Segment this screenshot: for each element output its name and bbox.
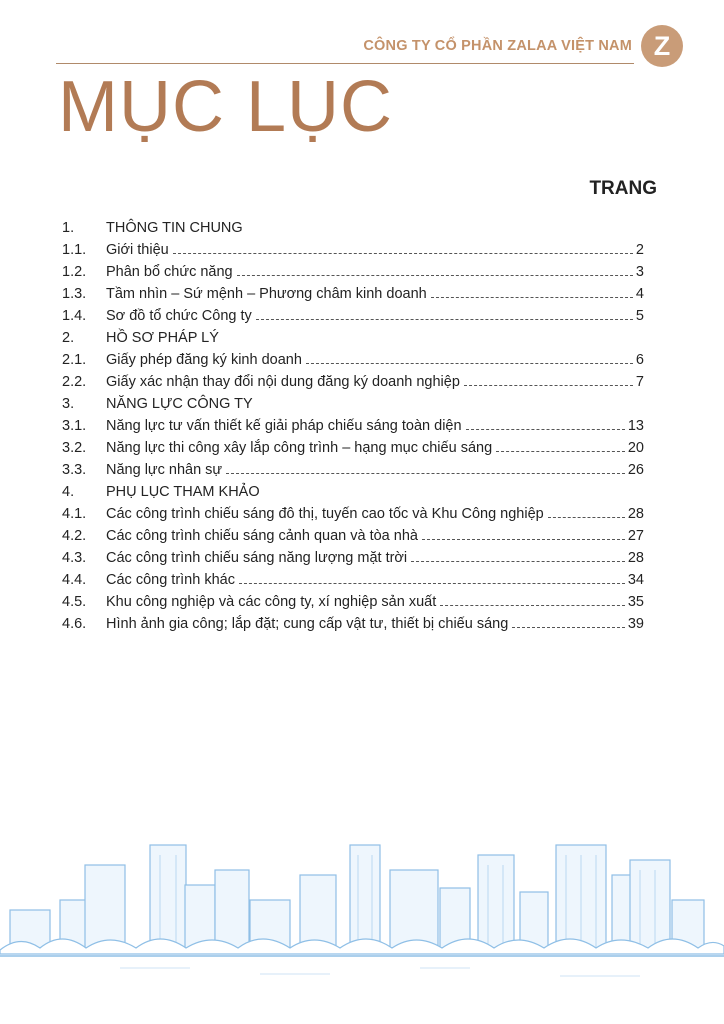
toc-number: 2.2.	[62, 374, 87, 390]
toc-leader-dots	[440, 605, 625, 606]
toc-entry	[106, 591, 644, 613]
toc-row	[62, 503, 644, 525]
toc-entry	[106, 261, 644, 283]
toc-item-label: Khu công nghiệp và các công ty, xí nghiệp sản xuất	[106, 594, 437, 610]
toc-page-number: 34	[627, 572, 644, 588]
city-skyline-illustration	[0, 770, 724, 1024]
toc-row	[62, 613, 644, 635]
toc-number: 4.6.	[62, 616, 87, 632]
page-title: MỤC LỤC	[58, 67, 394, 147]
toc-item-label: Sơ đồ tổ chức Công ty	[106, 308, 252, 324]
toc-number: 1.3.	[62, 286, 87, 302]
toc-entry	[106, 547, 644, 569]
toc-leader-dots	[464, 385, 633, 386]
toc-row	[62, 525, 644, 547]
toc-row	[62, 371, 644, 393]
toc-entry	[106, 481, 644, 503]
toc-number: 2.	[62, 330, 75, 346]
toc-row	[62, 591, 644, 613]
toc-number: 4.	[62, 484, 75, 500]
toc-page-number: 2	[635, 242, 644, 258]
toc-entry	[106, 569, 644, 591]
toc-page-number: 35	[627, 594, 644, 610]
toc-item-label: Các công trình chiếu sáng cảnh quan và tòa nhà	[106, 528, 418, 544]
toc-leader-dots	[548, 517, 625, 518]
toc-item-label: Các công trình khác	[106, 572, 235, 588]
toc-entry	[106, 437, 644, 459]
toc-entry	[106, 503, 644, 525]
toc-entry	[106, 349, 644, 371]
toc-item-label: Các công trình chiếu sáng đô thị, tuyến cao tốc và Khu Công nghiệp	[106, 506, 544, 522]
toc-item-label: Các công trình chiếu sáng năng lượng mặt trời	[106, 550, 408, 566]
toc-section-label: HỒ SƠ PHÁP LÝ	[106, 330, 219, 346]
toc-page-number: 7	[635, 374, 644, 390]
toc-leader-dots	[306, 363, 633, 364]
toc-entry	[106, 327, 644, 349]
toc-number: 3.	[62, 396, 75, 412]
toc-number: 4.4.	[62, 572, 87, 588]
toc-entry	[106, 239, 644, 261]
toc-number: 1.1.	[62, 242, 87, 258]
toc-leader-dots	[239, 583, 625, 584]
toc-item-label: Giấy xác nhận thay đổi nội dung đăng ký doanh nghiệp	[106, 374, 460, 390]
table-of-contents	[62, 217, 644, 635]
toc-number: 1.	[62, 220, 75, 236]
toc-row	[62, 481, 644, 503]
page-column-label: TRANG	[589, 178, 657, 199]
header-divider	[56, 63, 634, 64]
toc-page-number: 27	[627, 528, 644, 544]
zalaa-logo-icon: Z	[641, 25, 683, 67]
toc-row	[62, 437, 644, 459]
toc-leader-dots	[411, 561, 625, 562]
toc-leader-dots	[466, 429, 625, 430]
toc-item-label: Năng lực thi công xây lắp công trình – hạng mục chiếu sáng	[106, 440, 493, 456]
toc-row	[62, 569, 644, 591]
company-name: CÔNG TY CỔ PHẦN ZALAA VIỆT NAM	[363, 38, 632, 54]
toc-section-label: THÔNG TIN CHUNG	[106, 220, 243, 236]
toc-row	[62, 239, 644, 261]
toc-row	[62, 283, 644, 305]
toc-page-number: 39	[627, 616, 644, 632]
toc-row	[62, 547, 644, 569]
toc-row	[62, 459, 644, 481]
toc-number: 2.1.	[62, 352, 87, 368]
toc-number: 3.1.	[62, 418, 87, 434]
toc-entry	[106, 371, 644, 393]
toc-page-number: 26	[627, 462, 644, 478]
toc-item-label: Năng lực nhân sự	[106, 462, 223, 478]
toc-entry	[106, 305, 644, 327]
toc-item-label: Tầm nhìn – Sứ mệnh – Phương châm kinh doanh	[106, 286, 427, 302]
toc-page-number: 4	[635, 286, 644, 302]
toc-page-number: 3	[635, 264, 644, 280]
toc-number: 4.2.	[62, 528, 87, 544]
toc-page-number: 28	[627, 506, 644, 522]
toc-page-number: 6	[635, 352, 644, 368]
toc-page-number: 28	[627, 550, 644, 566]
toc-entry	[106, 393, 644, 415]
toc-leader-dots	[173, 253, 633, 254]
toc-row	[62, 349, 644, 371]
toc-row	[62, 217, 644, 239]
toc-entry	[106, 459, 644, 481]
toc-number: 3.3.	[62, 462, 87, 478]
toc-entry	[106, 217, 644, 239]
toc-number: 4.5.	[62, 594, 87, 610]
toc-item-label: Giới thiệu	[106, 242, 169, 258]
toc-section-label: NĂNG LỰC CÔNG TY	[106, 396, 253, 412]
toc-row	[62, 305, 644, 327]
toc-leader-dots	[512, 627, 625, 628]
toc-item-label: Năng lực tư vấn thiết kế giải pháp chiếu sáng toàn diện	[106, 418, 462, 434]
toc-row	[62, 393, 644, 415]
toc-leader-dots	[496, 451, 625, 452]
toc-number: 3.2.	[62, 440, 87, 456]
toc-item-label: Hình ảnh gia công; lắp đặt; cung cấp vật tư, thiết bị chiếu sáng	[106, 616, 509, 632]
toc-number: 1.2.	[62, 264, 87, 280]
toc-leader-dots	[237, 275, 633, 276]
toc-entry	[106, 613, 644, 635]
toc-item-label: Phân bổ chức năng	[106, 264, 233, 280]
toc-row	[62, 261, 644, 283]
toc-row	[62, 415, 644, 437]
toc-entry	[106, 525, 644, 547]
toc-page-number: 5	[635, 308, 644, 324]
toc-number: 4.1.	[62, 506, 87, 522]
toc-leader-dots	[422, 539, 625, 540]
toc-leader-dots	[256, 319, 633, 320]
toc-row	[62, 327, 644, 349]
toc-number: 4.3.	[62, 550, 87, 566]
toc-entry	[106, 415, 644, 437]
toc-page-number: 20	[627, 440, 644, 456]
toc-number: 1.4.	[62, 308, 87, 324]
toc-leader-dots	[226, 473, 625, 474]
toc-entry	[106, 283, 644, 305]
toc-leader-dots	[431, 297, 633, 298]
toc-section-label: PHỤ LỤC THAM KHẢO	[106, 484, 260, 500]
toc-item-label: Giấy phép đăng ký kinh doanh	[106, 352, 302, 368]
toc-page-number: 13	[627, 418, 644, 434]
